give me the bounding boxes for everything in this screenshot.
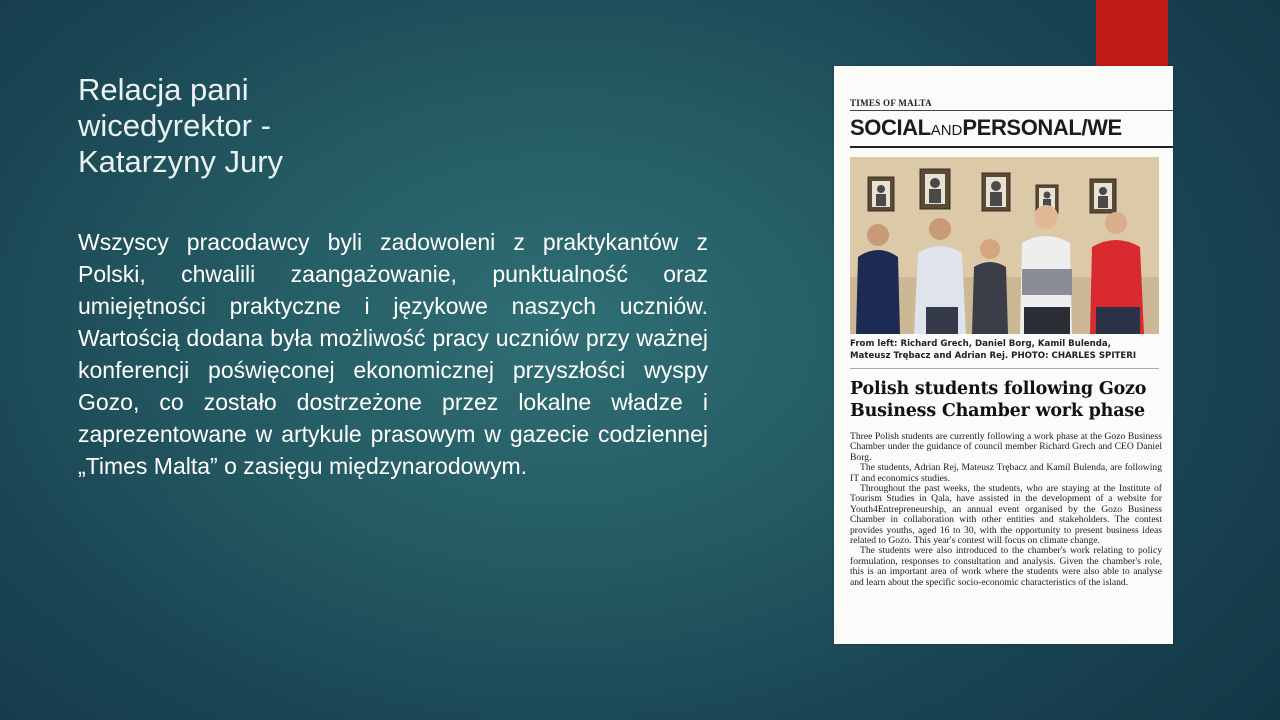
accent-bar xyxy=(1096,0,1168,66)
article-paragraph: The students, Adrian Rej, Mateusz Trębacz and Kamil Bulenda, are following IT and economics studies. xyxy=(850,462,1162,484)
slide-body-text: Wszyscy pracodawcy byli zadowoleni z praktykantów z Polski, chwalili zaangażowanie, punktualność oraz umiejętności praktyczne i językowe naszych uczniów. Wartością dodana była możliwość pracy uczniów przy ważnej konferencji poświęconej ekonomicznej przyszłości wyspy Gozo, co zostało dostrzeżone przez lokalne władze i zaprezentowane w artykule prasowym w gazecie codziennej „Times Malta” o zasięgu międzynarodowym. xyxy=(78,229,708,479)
newspaper-name: TIMES OF MALTA xyxy=(850,98,932,108)
slide-title: Relacja pani wicedyrektor - Katarzyny Jury xyxy=(78,72,284,179)
article-paragraph: The students were also introduced to the chamber's work relating to policy formulation, responses to consultation and analysis. Given the chamber's role, this is an important area of work where the students were also able to analyse and learn about the specific socio-economic characteristics of the island. xyxy=(850,545,1162,588)
header-rule xyxy=(850,110,1173,111)
section-personal: PERSONAL/WE xyxy=(962,115,1122,140)
article-paragraph: Three Polish students are currently following a work phase at the Gozo Business Chamber under the guidance of council member Richard Grech and CEO Daniel Borg. xyxy=(850,431,1162,463)
group-photo-illustration xyxy=(850,157,1159,334)
section-rule xyxy=(850,146,1173,148)
article-body xyxy=(850,432,1162,588)
article-paragraph: Throughout the past weeks, the students, who are staying at the Institute of Tourism Studies in Qala, have assisted in the development of a website for Youth4Entrepreneurship, an annual event organised by the Gozo Business Chamber in collaboration with other entities and stakeholders. The contest provides youths, aged 16 to 30, with the opportunity to present business ideas related to Gozo. This year's contest will focus on climate change. xyxy=(850,483,1162,547)
section-and: AND xyxy=(930,122,963,139)
section-social: SOCIAL xyxy=(850,115,931,140)
photo-caption: From left: Richard Grech, Daniel Borg, Kamil Bulenda, Mateusz Trębacz and Adrian Rej. PHOTO: CHARLES SPITERI xyxy=(850,339,1137,361)
group-photo xyxy=(850,157,1159,334)
caption-rule xyxy=(850,368,1159,369)
newspaper-clipping xyxy=(834,66,1173,644)
article-headline: Polish students following Gozo Business Chamber work phase xyxy=(850,379,1147,421)
section-heading xyxy=(850,115,1122,141)
